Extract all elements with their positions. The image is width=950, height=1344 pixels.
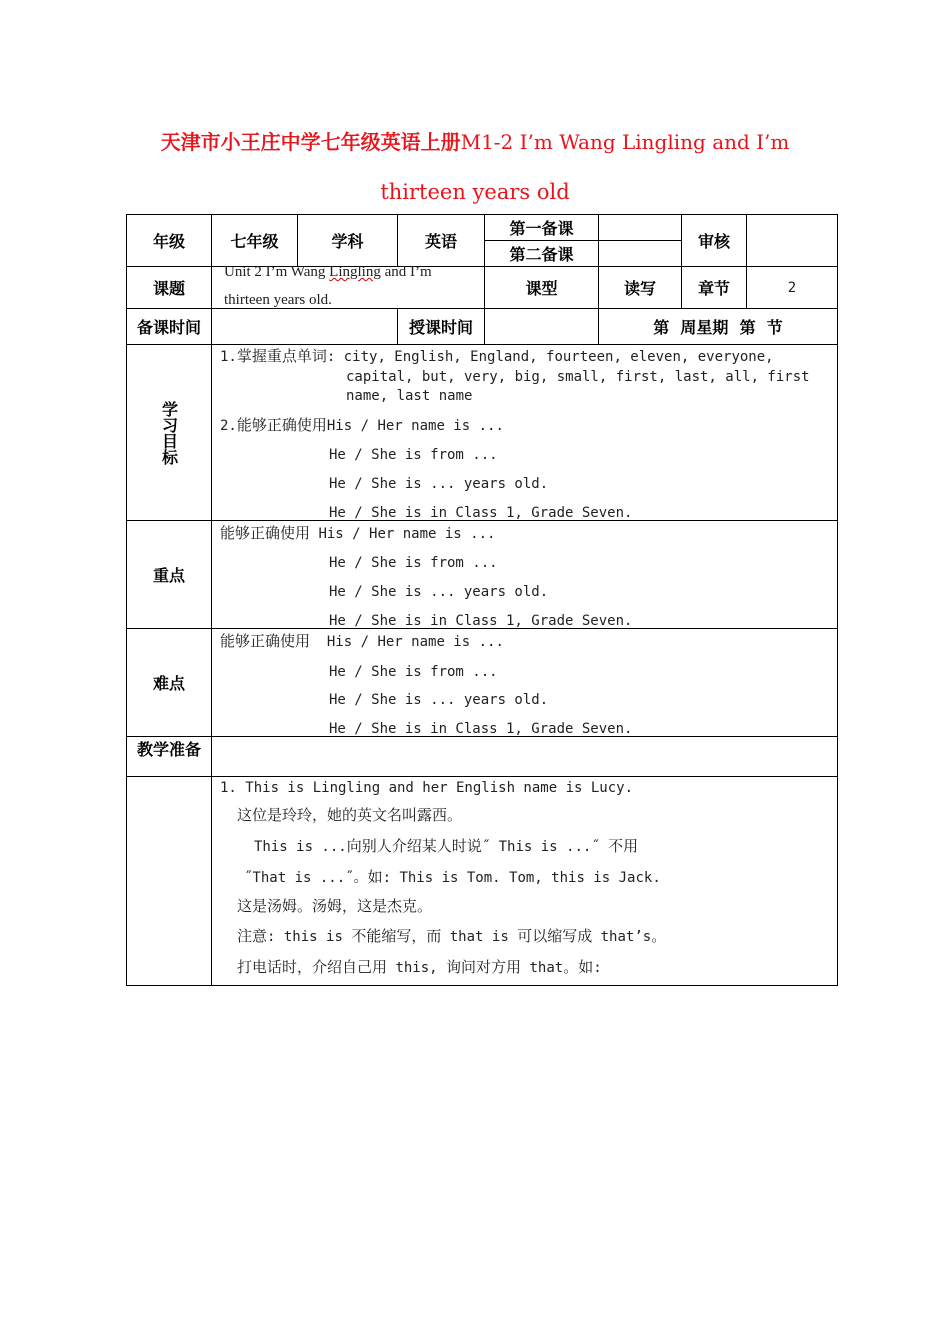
goal-2-sentence-1: His / Her name is ... (326, 418, 504, 434)
note-3-c: ˝ This is ...˝ (481, 839, 609, 855)
key-point-sentence-2: He / She is from ... (329, 555, 498, 571)
note-7-e: 。如 (563, 958, 594, 976)
key-points-label: 重点 (152, 566, 185, 585)
difficulty-sentence-4: He / She is in Class 1, Grade Seven. (329, 721, 633, 737)
goal-2-sentence-2: He / She is from ... (329, 447, 498, 463)
note-5: 这是汤姆。汤姆，这是杰克。 (237, 897, 433, 915)
note-4-c: : This is Tom. Tom, this is Jack. (382, 870, 661, 886)
goal-1 (220, 347, 774, 366)
topic-label: 课题 (152, 279, 185, 298)
subject-label: 学科 (331, 232, 364, 251)
note-6-g: 。 (651, 927, 667, 945)
note-7-b: this, (387, 960, 447, 976)
note-4-b: 如 (367, 868, 383, 886)
document-title-line1 (0, 130, 950, 154)
note-4 (244, 868, 661, 887)
goal-2-sentence-4: He / She is in Class 1, Grade Seven. (329, 505, 633, 521)
document-title-line2: thirteen years old (380, 180, 570, 204)
key-point-sentence-3: He / She is ... years old. (329, 584, 549, 600)
note-7-c: 询问对方用 (446, 958, 522, 976)
difficulty-cn: 能够正确使用 (220, 632, 311, 650)
note-2: 这位是玲玲，她的英文名叫露西。 (237, 806, 463, 824)
goal-2-number: 2. (220, 418, 237, 434)
week-period-text: 第 周星期 第 节 (653, 318, 783, 337)
goal-1-words-a: : city, English, England, fourteen, eleven, everyone, (326, 349, 774, 365)
note-3-a: This is ... (254, 839, 347, 855)
key-point-sentence-1: His / Her name is ... (310, 526, 496, 542)
difficulty-sentence-3: He / She is ... years old. (329, 692, 549, 708)
goal-1-words-c: name, last name (346, 388, 473, 404)
note-7-a: 打电话时，介绍自己用 (237, 958, 388, 976)
difficulty-1 (220, 632, 504, 651)
key-point-sentence-4: He / She is in Class 1, Grade Seven. (329, 613, 633, 629)
note-6-b: : this is (267, 929, 352, 945)
goal-2-sentence-3: He / She is ... years old. (329, 476, 549, 492)
topic-line1 (224, 264, 432, 281)
subject-value: 英语 (424, 232, 457, 251)
note-6 (237, 927, 666, 946)
note-7-f: : (593, 960, 602, 976)
difficulties-label: 难点 (152, 674, 185, 693)
key-point-1 (220, 524, 495, 543)
goal-2 (220, 416, 504, 435)
note-1: 1. This is Lingling and her English name is Lucy. (220, 780, 634, 796)
topic-text-spellcheck: Lingling (329, 264, 381, 280)
prep-time-label: 备课时间 (136, 318, 201, 337)
note-6-d: that is (441, 929, 518, 945)
chapter-value: 2 (787, 279, 797, 296)
lesson-type-value: 读写 (623, 279, 656, 298)
note-3-b: 向别人介绍某人时说 (346, 837, 482, 855)
goal-1-words-b: capital, but, very, big, small, first, last, all, first (346, 369, 810, 385)
difficulty-sentence-1: His / Her name is ... (310, 634, 504, 650)
note-7-d: that (521, 960, 564, 976)
learning-goals-label (127, 345, 211, 520)
topic-text-b: and I’m (380, 264, 432, 280)
chapter-label: 章节 (697, 279, 730, 298)
second-prep-label: 第二备课 (509, 245, 574, 264)
goal-1-number: 1. (220, 349, 237, 365)
note-6-c: 不能缩写，而 (351, 927, 442, 945)
lesson-type-label: 课型 (525, 279, 558, 298)
topic-line2: thirteen years old. (224, 292, 332, 308)
note-6-e: 可以缩写成 (517, 927, 593, 945)
title-chinese: 天津市小王庄中学七年级英语上册 (160, 130, 461, 154)
learning-goals-label-text: 学习目标 (159, 400, 179, 465)
key-point-cn: 能够正确使用 (220, 524, 311, 542)
grade-value: 七年级 (230, 232, 279, 251)
teaching-prep-label: 教学准备 (136, 739, 201, 759)
note-3 (254, 837, 638, 856)
note-7 (237, 958, 602, 977)
note-6-f: that’s (592, 929, 652, 945)
grade-label: 年级 (152, 232, 185, 251)
note-4-a: ˝That is ...˝。 (244, 870, 368, 886)
difficulty-sentence-2: He / She is from ... (329, 664, 498, 680)
goal-2-cn: 能够正确使用 (236, 416, 327, 434)
goal-1-cn: 掌握重点单词 (236, 347, 327, 365)
title-english: M1-2 I’m Wang Lingling and I’m (460, 130, 790, 154)
topic-text-a: Unit 2 I’m Wang (224, 264, 330, 280)
teach-time-label: 授课时间 (408, 318, 473, 337)
note-3-d: 不用 (608, 837, 639, 855)
first-prep-label: 第一备课 (509, 219, 574, 238)
review-label: 审核 (697, 232, 730, 251)
note-6-a: 注意 (237, 927, 268, 945)
